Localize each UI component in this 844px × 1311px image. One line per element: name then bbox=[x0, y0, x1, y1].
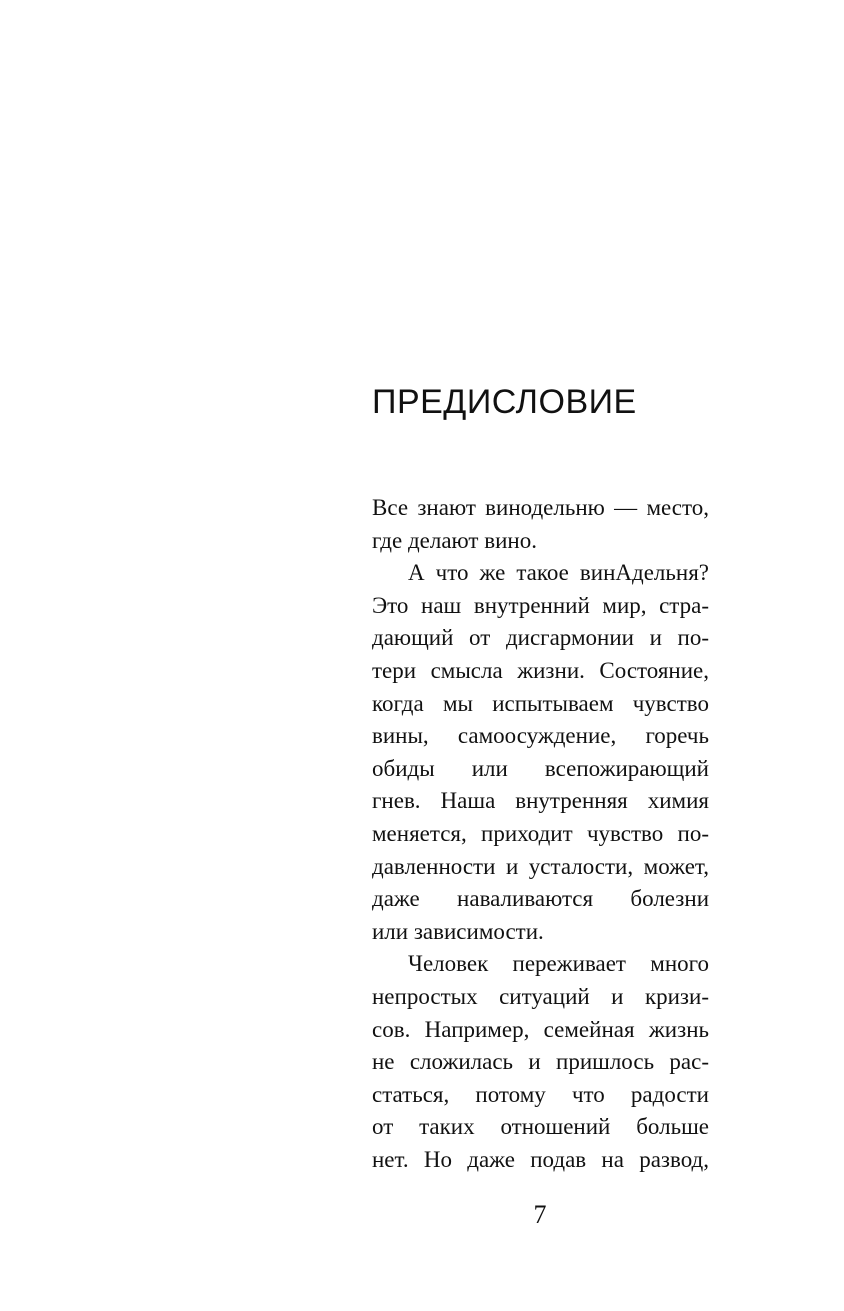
text-line: статься, потому что радости bbox=[372, 1081, 709, 1107]
text-line: дающий от дисгармонии и по- bbox=[372, 625, 709, 651]
text-line: не сложилась и пришлось рас- bbox=[372, 1049, 709, 1075]
text-line: даже наваливаются болезни bbox=[372, 886, 709, 912]
text-line: Это наш внутренний мир, стра- bbox=[372, 592, 709, 618]
text-line: вины, самоосуждение, горечь bbox=[372, 723, 709, 749]
text-line: обиды или всепожирающий bbox=[372, 755, 709, 781]
text-line: нет. Но даже подав на развод, bbox=[372, 1146, 709, 1172]
text-line: давленности и усталости, может, bbox=[372, 853, 709, 879]
text-line: когда мы испытываем чувство bbox=[372, 690, 709, 716]
text-line: или зависимости. bbox=[372, 918, 544, 944]
text-line: непростых ситуаций и кризи- bbox=[372, 983, 709, 1009]
body-text bbox=[372, 492, 709, 1176]
text-line: гнев. Наша внутренняя химия bbox=[372, 788, 709, 814]
page-number: 7 bbox=[533, 1200, 547, 1229]
text-line: от таких отношений больше bbox=[372, 1114, 709, 1140]
text-line: сов. Например, семейная жизнь bbox=[372, 1016, 709, 1042]
text-line: Человек переживает много bbox=[408, 951, 709, 977]
text-line: где делают вино. bbox=[372, 527, 537, 553]
text-line: Все знают винодельню — место, bbox=[372, 495, 709, 520]
text-line: меняется, приходит чувство по- bbox=[372, 820, 709, 846]
text-line: А что же такое винАдельня? bbox=[408, 560, 709, 586]
text-line: тери смысла жизни. Состояние, bbox=[372, 657, 709, 683]
chapter-title: ПРЕДИСЛОВИЕ bbox=[372, 383, 637, 421]
